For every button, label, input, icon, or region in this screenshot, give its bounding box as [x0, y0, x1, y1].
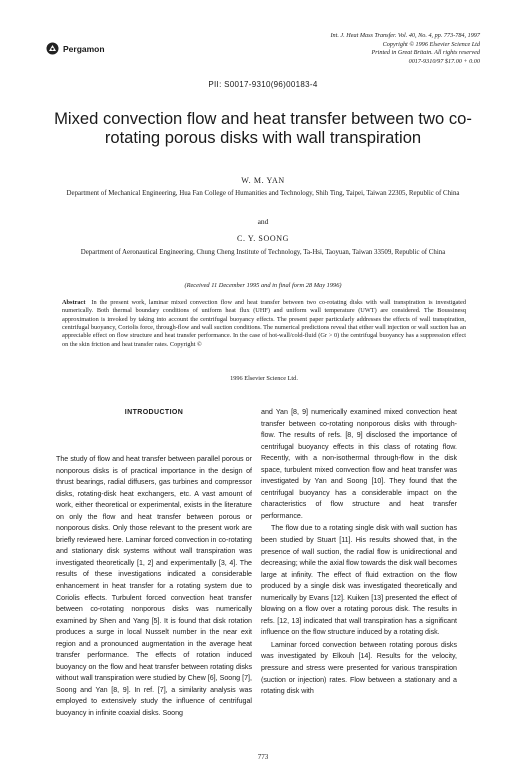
- right-column: [261, 407, 457, 698]
- section-heading-introduction: INTRODUCTION: [124, 409, 184, 416]
- pergamon-emblem-icon: [46, 42, 59, 55]
- received-dates: (Received 11 December 1995 and in final form 28 May 1996): [184, 282, 342, 289]
- paragraph: and Yan [8, 9] numerically examined mixed convection heat transfer between co-rotating nonporous disks with through-flow. The results of refs. [8, 9] disclosed the importance of centrifugal buoyancy effects in this class of rotating flow. Recently, with a non-isothermal through-flow in the disk space, turbulent mixed convection flow and heat transfer was investigated by Yan and Soong [10]. They found that the centrifugal buoyancy has a considerable impact on the characteristics of flow structure and heat transfer performance.: [261, 408, 457, 520]
- author-name-1: W. M. YAN: [241, 176, 285, 185]
- journal-price: 0017-9310/97 $17.00 + 0.00: [408, 57, 480, 65]
- pii-code: PII: S0017-9310(96)00183-4: [208, 80, 318, 89]
- page-number: 773: [257, 753, 269, 761]
- journal-copyright: Copyright © 1996 Elsevier Science Ltd: [382, 40, 480, 48]
- paragraph: The study of flow and heat transfer between parallel porous or nonporous disks is of practical importance in the design of thrust bearings, radial diffusers, gas turbines and compressor disks, rotating-disk heat exchangers, etc. A vast amount of work, either theoretical or experimental, exists in the literature on only the flow and heat transfer between porous or nonporous disks. Only those relevant to the present work are briefly reviewed here. Laminar forced convection in co-rotating and stationary disk systems without wall transpiration was investigated theoretically [1, 2] and experimentally [3, 4]. The results of these investigations indicated a considerable enhancement in heat transfer for a rotating system due to Coriolis effects. Turbulent forced convection heat transfer between co-rotating nonporous disks was numerically examined by Shen and Yang [5]. It is found that disk rotation produces a surge in local Nusselt number in the near exit region and a pronounced augmentation in the average heat transfer performance. The effects of rotation induced buoyancy on the flow and heat transfer between rotating disks without wall transpiration were studied by Chew [6], Soong [7], Soong and Yan [8, 9]. In ref. [7], a similarity analysis was employed to extensively study the influence of centrifugal buoyancy in infinite coaxial disks. Soong: [56, 455, 252, 718]
- journal-rights: Printed in Great Britain. All rights reserved: [371, 49, 480, 57]
- left-column: [56, 454, 252, 720]
- abstract-copyright: 1996 Elsevier Science Ltd.: [230, 375, 298, 382]
- publisher-logo: [46, 42, 105, 55]
- paragraph: The flow due to a rotating single disk with wall suction has been studied by Stuart [11]. His results showed that, in the presence of wall suction, the radial flow is unidirectional and decreasing; while the axial flow towards the disk wall becomes large at infinity. The effect of fluid extraction on the flow produced by a single disk was investigated theoretically and numerically by Evans [12]. Kuiken [13] presented the effect of blowing on a flow over a rotating porous disk. The results in refs. [12, 13] indicated that wall transpiration has a significant influence on the flow structure induced by a rotating disk.: [261, 524, 457, 637]
- author-name-2: C. Y. SOONG: [237, 234, 289, 243]
- journal-info: [260, 32, 480, 66]
- abstract-text: In the present work, laminar mixed convection flow and heat transfer between two co-rotating disks with wall transpiration is investigated numerically. Both thermal boundary conditions of uniform heat flux (UHF) and uniform wall temperature (UWT) are considered. The Boussinesq approximation is invoked by taking into account the centrifugal buoyancy effects. The present paper particularly addresses the effects of wall transpiration, centrifugal buoyancy, Coriolis force, through-flow and wall suction conditions. The numerical predictions reveal that either wall injection or wall suction has an appreciable effect on flow structure and heat transfer performance. In the case of hot-wall/cold-fluid (Gr > 0) the centrifugal buoyancy has a suppression effect on the skin friction and heat transfer rates. Copyright ©: [62, 299, 466, 348]
- abstract-label: Abstract: [62, 299, 86, 306]
- publisher-name: Pergamon: [63, 43, 105, 54]
- abstract: [62, 299, 466, 349]
- author-affiliation-2: Department of Aeronautical Engineering, Chung Cheng Institute of Technology, Ta-Hsi, Taoyuan, Taiwan 33509, Republic of China: [80, 249, 446, 256]
- author-separator: and: [257, 217, 269, 226]
- paper-title: Mixed convection flow and heat transfer between two co-rotating porous disks with wall transpiration: [54, 109, 472, 147]
- journal-citation: Int. J. Heat Mass Transfer. Vol. 40, No. 4, pp. 773-784, 1997: [330, 32, 480, 39]
- paragraph: Laminar forced convection between rotating porous disks was investigated by Elkouh [14]. Results for the velocity, pressure and stress were presented for various transpiration (suction or injection) rates. Flow between a stationary and a rotating disk with: [261, 640, 457, 696]
- author-affiliation-1: Department of Mechanical Engineering, Hua Fan College of Humanities and Technology, Shih Ting, Taipei, Taiwan 22305, Republic of China: [66, 190, 460, 197]
